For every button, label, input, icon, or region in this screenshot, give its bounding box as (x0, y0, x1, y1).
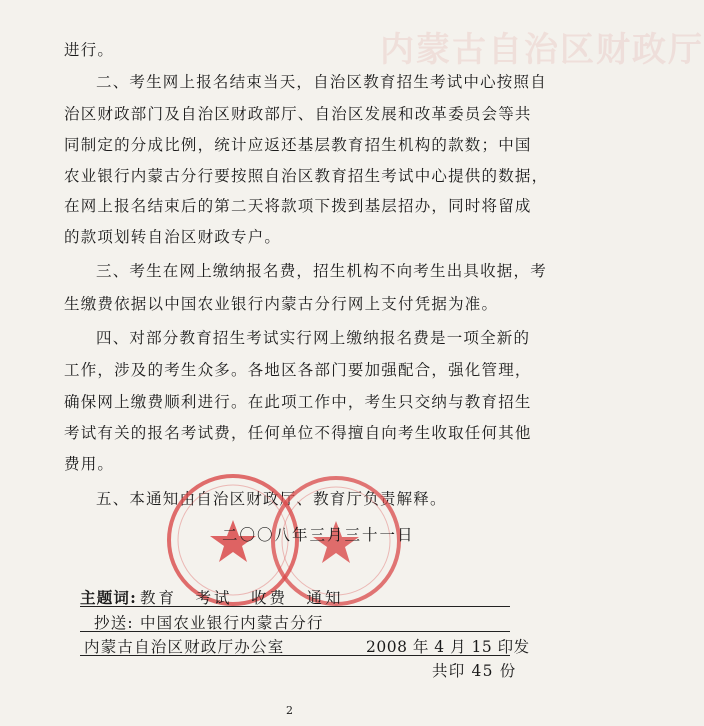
body-line: 费用。 (64, 455, 115, 473)
body-line: 生缴费依据以中国农业银行内蒙古分行网上支付凭据为准。 (64, 295, 499, 313)
cc-line: 抄送: 中国农业银行内蒙古分行 (94, 614, 324, 632)
body-line: 考试有关的报名考试费，任何单位不得擅自向考生收取任何其他 (64, 424, 532, 442)
body-line: 五、本通知由自治区财政厅、教育厅负责解释。 (96, 490, 447, 508)
body-line: 的款项划转自治区财政专户。 (64, 228, 282, 246)
divider (80, 655, 510, 656)
body-line: 确保网上缴费顺利进行。在此项工作中，考生只交纳与教育招生 (64, 393, 532, 411)
body-line: 同制定的分成比例，统计应返还基层教育招生机构的款数；中国 (64, 136, 532, 154)
copy-count: 共印 45 份 (432, 662, 517, 680)
issue-date: 2008 年 4 月 15 印发 (366, 638, 530, 656)
divider (80, 606, 510, 607)
body-line: 治区财政部门及自治区财政部厅、自治区发展和改革委员会等共 (64, 105, 532, 123)
subject-label: 主题词: (80, 588, 138, 607)
body-line: 二、考生网上报名结束当天，自治区教育招生考试中心按照自 (96, 73, 547, 91)
body-line: 在网上报名结束后的第二天将款项下拨到基层招办，同时将留成 (64, 197, 532, 215)
bleed-through-watermark: 内蒙古自治区财政厅 (380, 30, 704, 70)
body-line: 三、考生在网上缴纳报名费，招生机构不向考生出具收据，考 (96, 262, 547, 280)
body-line: 进行。 (64, 41, 115, 59)
page-number: 2 (286, 704, 295, 717)
subject-words: 教育 考试 收费 通知 (140, 589, 344, 607)
divider (80, 631, 510, 632)
body-line: 工作，涉及的考生众多。各地区各部门要加强配合，强化管理， (64, 361, 532, 379)
body-line: 四、对部分教育招生考试实行网上缴纳报名费是一项全新的 (96, 329, 531, 347)
signing-date: 二〇〇八年三月三十一日 (222, 526, 415, 544)
issuing-office: 内蒙古自治区财政厅办公室 (84, 638, 285, 656)
body-line: 农业银行内蒙古分行要按照自治区教育招生考试中心提供的数据， (64, 167, 549, 185)
